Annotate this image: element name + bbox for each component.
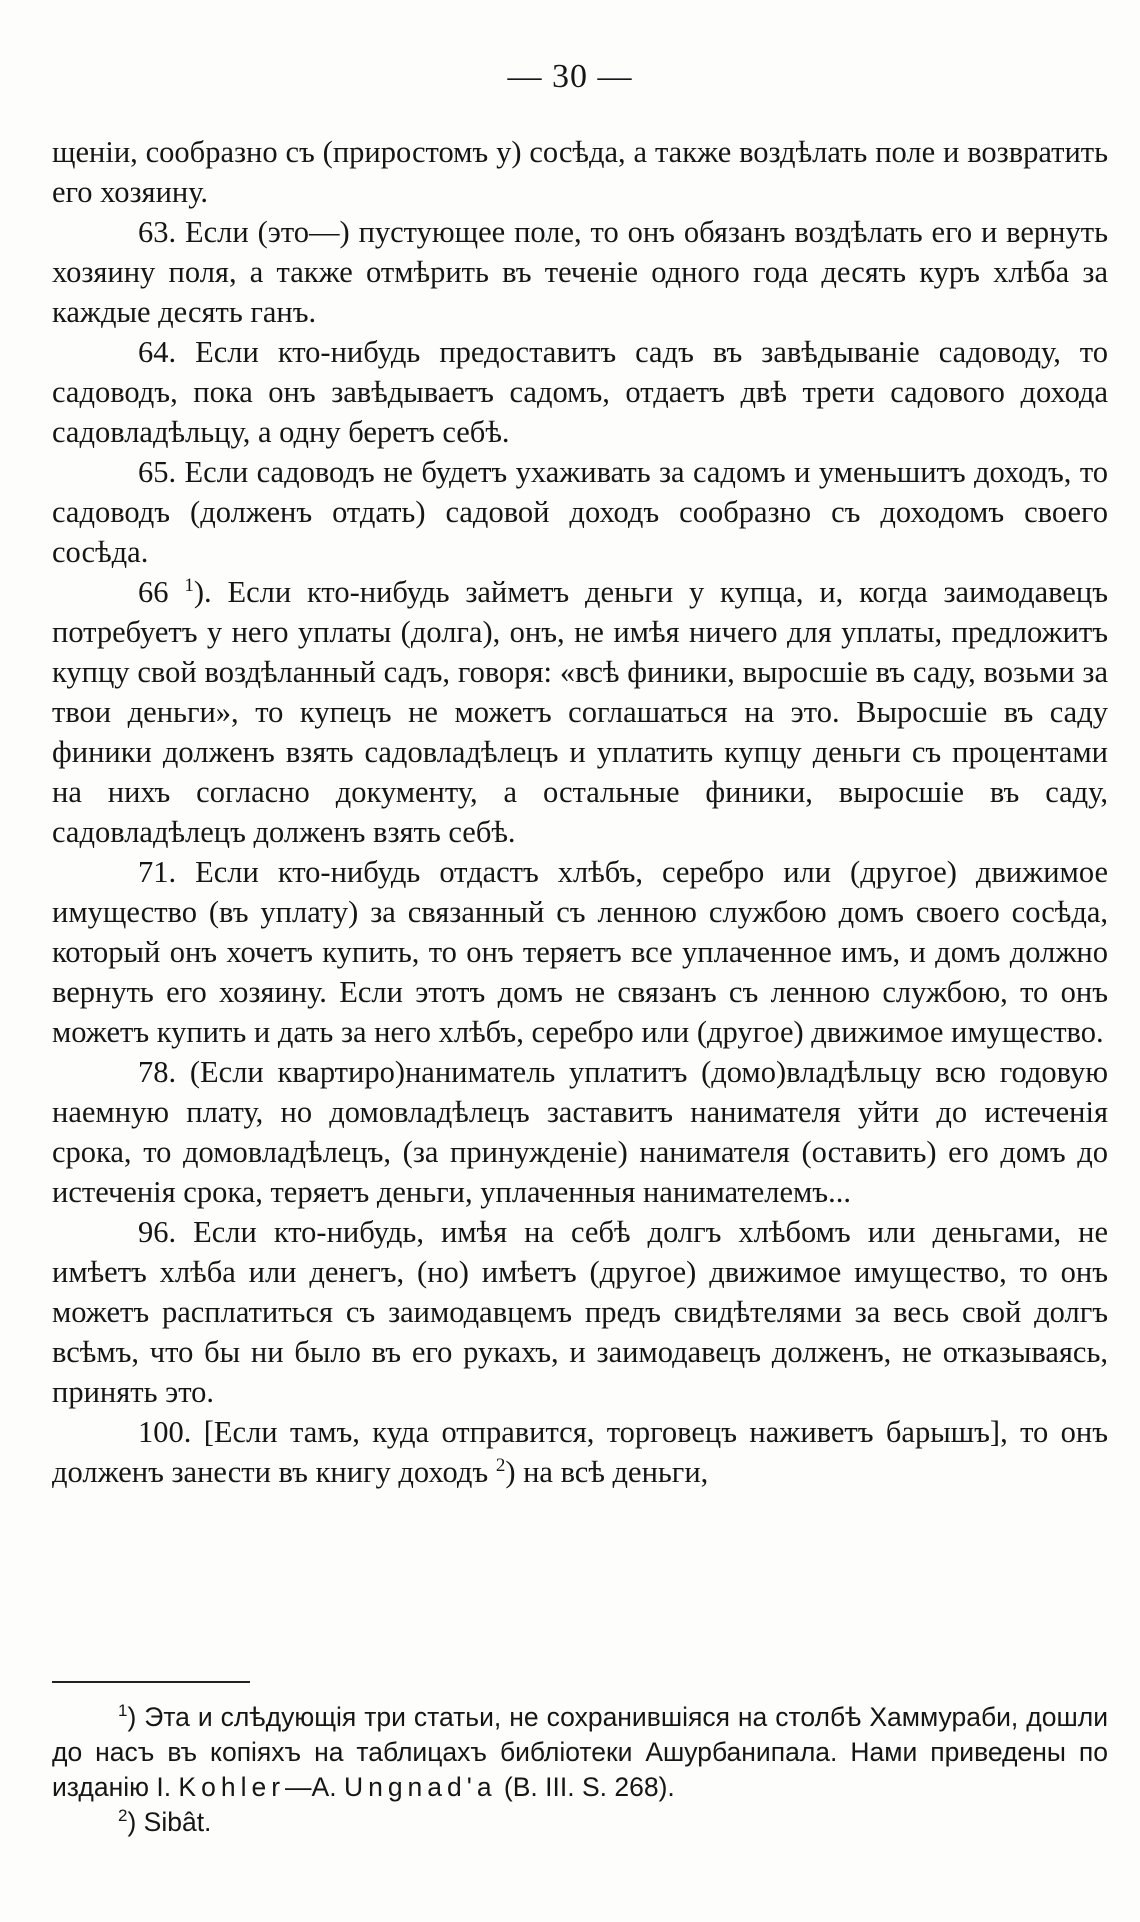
paragraph-64: 64. Если кто-нибудь предоставитъ садъ въ завѣдываніе садоводу, то садоводъ, пока онъ завѣдываетъ садомъ, отдаетъ двѣ трети садового дохода садовладѣльцу, а одну беретъ себѣ. (52, 335, 1108, 449)
main-text (52, 132, 1108, 1492)
footnote-2 (52, 1805, 1108, 1840)
paragraph-100-text: ) на всѣ деньги, (505, 1455, 709, 1489)
paragraph-66-number: 66 (138, 575, 169, 609)
paragraph-66-text: ). Если кто-нибудь займетъ деньги у купца, и, когда заимодавецъ потребуетъ у него уплаты (долга), онъ, не имѣя ничего для уплаты, предложитъ купцу свой воздѣланный садъ, говоря: «всѣ финики, выросшіе въ саду, возьми за твои деньги», то купецъ не можетъ соглашаться на это. Выросшіе въ саду финики долженъ взять садовладѣлецъ и уплатить купцу деньги съ процентами на нихъ согласно документу, а остальные финики, выросшіе въ саду, садовладѣлецъ долженъ взять себѣ. (52, 575, 1108, 849)
footnote-1-mark: 1 (118, 1701, 128, 1721)
paragraph-65: 65. Если садоводъ не будетъ ухаживать за садомъ и уменьшитъ доходъ, то садоводъ (долженъ отдать) садовой доходъ сообразно съ доходомъ своего сосѣда. (52, 455, 1108, 569)
footnote-1-author-ungnad: Ungnad'a (343, 1772, 497, 1802)
footnote-1-text: ) Эта и слѣдующія три статьи, не сохранившіяся на столбѣ Хаммураби, дошли до насъ въ копіяхъ на таблицахъ библіотеки Ашурбанипала. Нами приведены по изданію I. (52, 1702, 1108, 1802)
paragraph-63: 63. Если (это—) пустующее поле, то онъ обязанъ воздѣлать его и вернуть хозяину поля, а также отмѣрить въ теченіе одного года десять куръ хлѣба за каждые десять ганъ. (52, 215, 1108, 329)
footnotes (52, 1700, 1108, 1840)
paragraph-100 (52, 1412, 1108, 1492)
footnote-1-separator: —A. (285, 1772, 344, 1802)
footnote-1-author-kohler: Kohler (178, 1772, 286, 1802)
paragraph-100-lead: 100. [Если тамъ, куда отправится, торговецъ наживетъ барышъ], то онъ долженъ занести въ книгу доходъ (52, 1415, 1108, 1489)
paragraph-96: 96. Если кто-нибудь, имѣя на себѣ долгъ хлѣбомъ или деньгами, не имѣетъ хлѣба или денегъ, (но) имѣетъ (другое) движимое имущество, то онъ можетъ расплатиться съ заимодавцемъ предъ свидѣтелями за весь свой долгъ всѣмъ, что бы ни было въ его рукахъ, и заимодавецъ долженъ, не отказываясь, принять это. (52, 1215, 1108, 1409)
footnote-2-mark: 2 (118, 1806, 128, 1826)
footnote-ref-2: 2 (495, 1454, 506, 1476)
footnote-ref-1: 1 (184, 574, 194, 596)
footnote-2-text: ) Sibât. (127, 1807, 212, 1837)
paragraph-78: 78. (Если квартиро)наниматель уплатитъ (домо)владѣльцу всю годовую наемную плату, но домовладѣлецъ заставитъ нанимателя уйти до истеченія срока, то домовладѣлецъ, (за принужденіе) нанимателя (оставить) его домъ до истеченія срока, теряетъ деньги, уплаченныя нанимателемъ... (52, 1055, 1108, 1209)
paragraph-71: 71. Если кто-нибудь отдастъ хлѣбъ, серебро или (другое) движимое имущество (въ уплату) за связанный съ ленною службою домъ своего сосѣда, который онъ хочетъ купить, то онъ теряетъ все уплаченное имъ, и домъ должно вернуть его хозяину. Если этотъ домъ не связанъ съ ленною службою, то онъ можетъ купить и дать за него хлѣбъ, серебро или (другое) движимое имущество. (52, 855, 1108, 1049)
page-number: — 30 — (507, 58, 633, 95)
footnote-1 (52, 1700, 1108, 1805)
paragraph-continuation: щеніи, сообразно съ (приростомъ у) сосѣда, а также воздѣлать поле и возвратить его хозяину. (52, 135, 1108, 209)
footnote-1-citation: (B. III. S. 268). (496, 1772, 675, 1802)
paragraph-66 (52, 572, 1108, 852)
footnote-divider (52, 1681, 250, 1683)
